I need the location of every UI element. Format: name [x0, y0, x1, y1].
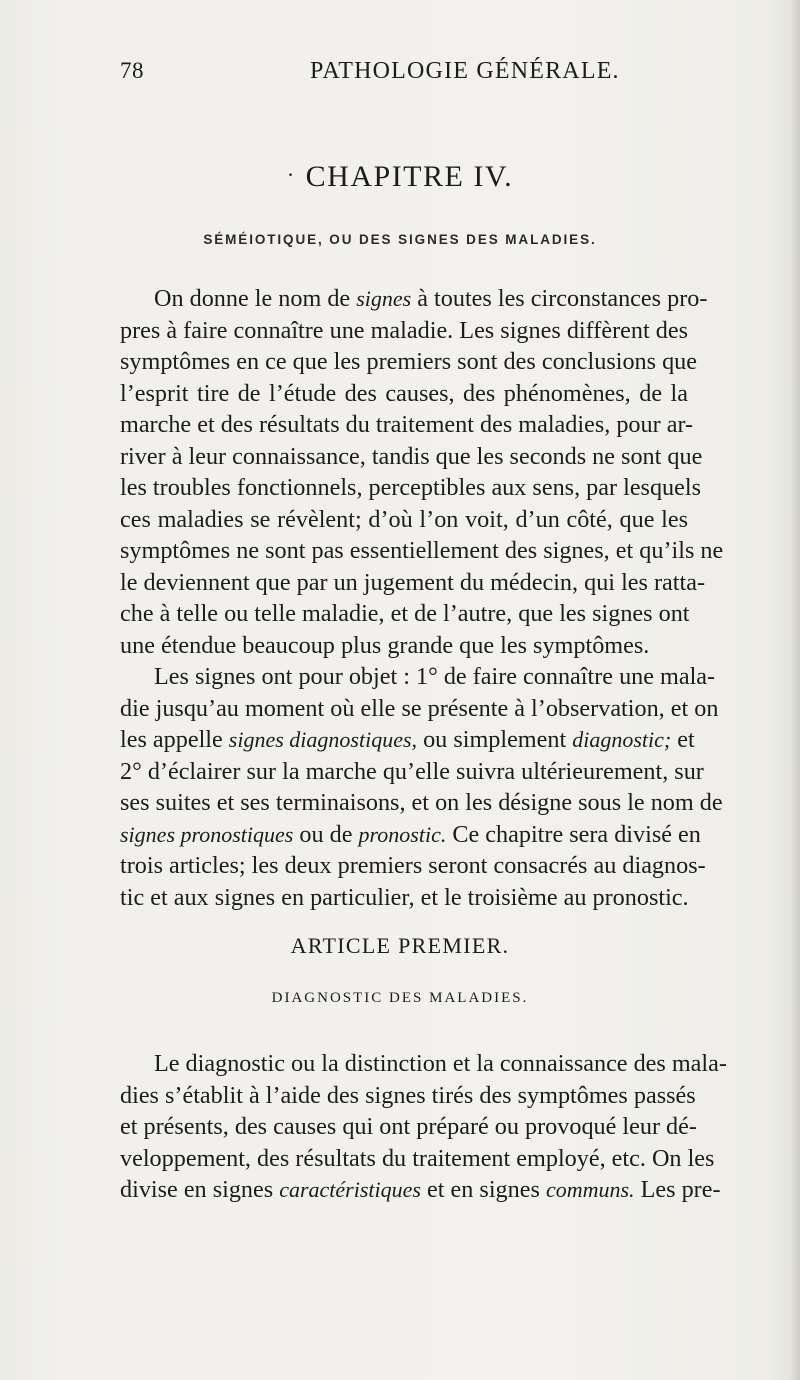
text-line: les troubles fonctionnels, perceptibles aux sens, par lesquels: [120, 474, 702, 501]
text-line: symptômes en ce que les premiers sont des conclusions que: [120, 348, 698, 375]
text-line: che à telle ou telle maladie, et de l’autre, que les signes ont: [120, 600, 690, 627]
text-line: die jusqu’au moment où elle se présente à l’observation, et on: [120, 694, 719, 722]
text-line: marche et des résultats du traitement des maladies, pour ar-: [120, 411, 694, 438]
italic-term: pronostic.: [358, 821, 447, 847]
text-line: le deviennent que par un jugement du médecin, qui les ratta-: [120, 568, 705, 596]
text-line: l’esprit tire de l’étude des causes, des phénomènes, de la: [120, 379, 688, 407]
text-line: divise en signes caractéristiques et en signes communs. Les pre-: [120, 1176, 721, 1203]
chapter-bullet: ·: [286, 162, 296, 187]
paragraph-intro: [120, 283, 724, 913]
article-heading: ARTICLE PREMIER.: [290, 933, 510, 958]
text-line: les appelle signes diagnostiques, ou simplement diagnostic; et: [120, 726, 695, 753]
text-line: dies s’établit à l’aide des signes tirés des symptômes passés: [120, 1081, 696, 1109]
text-line: symptômes ne sont pas essentiellement des signes, et qu’ils ne: [120, 537, 724, 564]
page-edge-shadow: [790, 0, 800, 1380]
text-line: veloppement, des résultats du traitement employé, etc. On les: [120, 1144, 715, 1172]
chapter-subtitle: SÉMÉIOTIQUE, OU DES SIGNES DES MALADIES.: [203, 232, 597, 247]
text-line: 2° d’éclairer sur la marche qu’elle suivra ultérieurement, sur: [120, 757, 704, 785]
italic-term: signes pronostiques: [120, 821, 294, 847]
text-line: une étendue beaucoup plus grande que les symptômes.: [120, 631, 650, 659]
article-subtitle: DIAGNOSTIC DES MALADIES.: [271, 990, 529, 1006]
running-head: PATHOLOGIE GÉNÉRALE.: [310, 58, 620, 84]
text-line: ses suites et ses terminaisons, et on les désigne sous le nom de: [120, 789, 723, 816]
paragraph-diagnostic: [120, 1048, 727, 1206]
italic-term: signes: [356, 286, 412, 311]
italic-term: diagnostic;: [572, 727, 672, 752]
text-line: river à leur connaissance, tandis que les seconds ne sont que: [120, 442, 703, 470]
text-line: tic et aux signes en particulier, et le troisième au pronostic.: [120, 883, 689, 911]
text-line: signes pronostiques ou de pronostic. Ce chapitre sera divisé en: [120, 820, 701, 848]
chapter-heading: [0, 160, 800, 194]
text-line: Le diagnostic ou la distinction et la connaissance des mala-: [154, 1050, 727, 1077]
text-line: ces maladies se révèlent; d’où l’on voit, d’un côté, que les: [120, 505, 688, 533]
text-line: trois articles; les deux premiers seront consacrés au diagnos-: [120, 852, 706, 879]
text-line: pres à faire connaître une maladie. Les signes diffèrent des: [120, 316, 688, 344]
text-line: et présents, des causes qui ont préparé ou provoqué leur dé-: [120, 1113, 697, 1140]
chapter-title: CHAPITRE IV.: [305, 160, 514, 193]
text-line: Les signes ont pour objet : 1° de faire connaître une mala-: [154, 663, 716, 690]
text-line: On donne le nom de signes à toutes les circonstances pro-: [154, 285, 708, 312]
page-number: 78: [120, 58, 144, 83]
page-header: [120, 58, 680, 92]
italic-term: communs.: [545, 1177, 635, 1202]
italic-term: signes diagnostiques,: [228, 727, 418, 752]
italic-term: caractéristiques: [279, 1177, 421, 1202]
